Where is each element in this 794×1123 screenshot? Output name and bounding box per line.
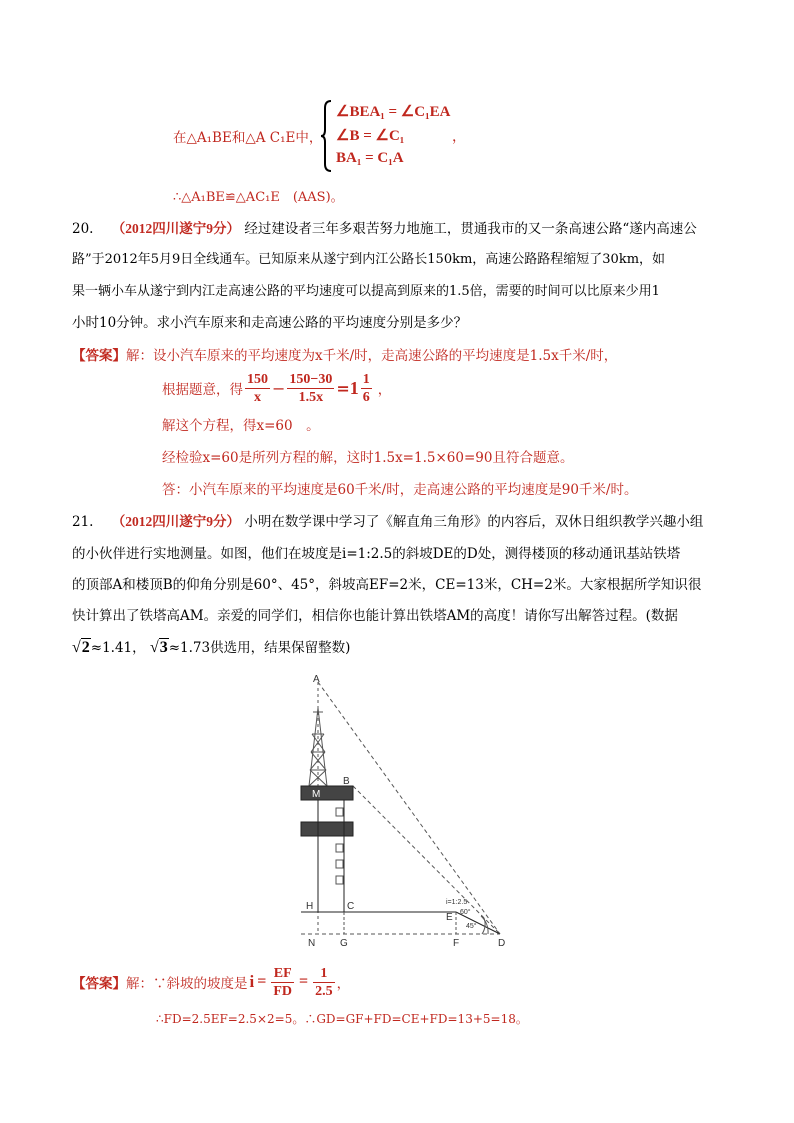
ans-fraction-2-den: 2.5	[315, 983, 333, 999]
eq-whole: 1	[349, 377, 359, 398]
label-a: A	[313, 674, 320, 685]
left-brace-icon	[320, 100, 332, 172]
ans-comma: ，	[336, 976, 351, 992]
building-top-floor	[301, 786, 353, 800]
q21-text-4: 快计算出了铁塔高AM。亲爱的同学们，相信你也能计算出铁塔AM的高度！请你写出解答过程。(数据	[72, 608, 678, 624]
q21-answer-line-2: ∴FD=2.5EF=2.5×2=5。∴GD=GF+FD=CE+FD=13+5=18。	[156, 1012, 528, 1026]
window-1	[336, 808, 343, 816]
eq-minus: −	[272, 378, 286, 398]
sqrt-2: √2	[72, 639, 90, 656]
eq-fraction-3-den: 6	[362, 389, 370, 405]
q21-source: （2012四川遂宁9分）	[111, 514, 241, 529]
system-eq-2: ∠B = ∠C₁	[336, 128, 405, 144]
sqrt-2-value: 2	[81, 639, 90, 656]
ans-fraction-1-num: EF	[271, 965, 294, 983]
approx-2: ≈1.73供选用，结果保留整数)	[168, 640, 351, 656]
q20-line-1	[72, 217, 697, 237]
label-e: E	[446, 912, 453, 923]
q20-check: 经检验x=60是所列方程的解，这时1.5x=1.5×60=90且符合题意。	[162, 450, 574, 466]
q20-solve: 解这个方程，得x=60 。	[162, 418, 320, 434]
eq-fraction-1	[245, 371, 270, 406]
q20-answer-tag: 【答案】	[72, 348, 126, 363]
sqrt-3-value: 3	[159, 639, 168, 656]
label-angle-45: 45°	[466, 923, 477, 930]
eq-prefix: 根据题意，得	[162, 382, 243, 398]
system-eq-1: ∠BEA₁ = ∠C₁EA	[336, 104, 451, 120]
label-n: N	[308, 938, 316, 949]
q20-final: 答：小汽车原来的平均速度是60千米/时，走高速公路的平均速度是90千米/时。	[162, 482, 638, 498]
congruence-conclusion: ∴△A₁BE≌△AC₁E (AAS)。	[173, 190, 344, 205]
label-d: D	[498, 938, 506, 949]
sqrt-3: √3	[149, 639, 168, 656]
label-m: M	[312, 789, 321, 800]
eq-equals: =	[336, 378, 350, 398]
q21-answer-line-1	[72, 962, 350, 1002]
sight-line-a	[318, 682, 500, 934]
eq-fraction-1-num: 150	[247, 371, 268, 387]
label-b: B	[343, 776, 350, 787]
q20-number: 20.	[72, 221, 94, 237]
label-h: H	[306, 901, 314, 912]
q21-answer-prefix: 解：∵斜坡的坡度是	[126, 976, 248, 992]
ans-eq-1: =	[257, 973, 267, 990]
q20-text-2: 路”于2012年5月9日全线通车。已知原来从遂宁到内江公路长150km，高速公路路程缩短了30km，如	[72, 252, 666, 267]
q21-text-2: 的小伙伴进行实地测量。如图，他们在坡度是i=1:2.5的斜坡DE的D处，测得楼顶的移动通讯基站铁塔	[72, 546, 681, 562]
q21-line-1	[72, 510, 703, 530]
window-3	[336, 860, 343, 868]
approx-1: ≈1.41，	[90, 640, 146, 656]
q20-text-4: 小时10分钟。求小汽车原来和走高速公路的平均速度分别是多少？	[72, 315, 468, 331]
eq-fraction-3-num: 1	[362, 371, 370, 387]
q21-text-1: 小明在数学课中学习了《解直角三角形》的内容后，双休日组织教学兴趣小组	[244, 514, 704, 530]
eq-fraction-2	[287, 371, 334, 406]
congruence-intro: 在△A₁BE和△A C₁E中，	[173, 130, 323, 146]
tower-left	[309, 708, 318, 786]
ans-eq-2: =	[299, 973, 309, 990]
q21-text-5	[72, 636, 350, 657]
q20-text-1: 经过建设者三年多艰苦努力地施工，贯通我市的又一条高速公路“遂内高速公	[244, 221, 697, 237]
eq-fraction-3	[361, 371, 372, 406]
ans-fraction-1-den: FD	[273, 983, 293, 999]
tower-right	[318, 708, 327, 786]
label-slope: i=1:2.5	[446, 899, 468, 906]
window-2	[336, 844, 343, 852]
system-eq-3: BA₁ = C₁A	[336, 150, 404, 166]
congruence-system	[320, 100, 460, 172]
eq-fraction-2-den: 1.5x	[298, 389, 324, 405]
eq-fraction-2-num: 150−30	[289, 371, 333, 387]
q21-answer-tag: 【答案】	[72, 976, 126, 991]
ans-fraction-1	[271, 965, 294, 1000]
label-g: G	[340, 938, 348, 949]
q20-answer-line-1	[72, 344, 617, 364]
system-comma: ，	[452, 129, 466, 145]
ans-fraction-2	[313, 965, 335, 1000]
eq-fraction-1-den: x	[254, 389, 261, 405]
building-mid-floor	[301, 822, 353, 836]
q20-source: （2012四川遂宁9分）	[111, 221, 241, 236]
ans-fraction-2-num: 1	[313, 965, 335, 983]
label-angle-60: 60°	[460, 909, 471, 916]
eq-comma: ，	[377, 382, 392, 398]
q21-text-3: 的顶部A和楼顶B的仰角分别是60°、45°，斜坡高EF=2米，CE=13米，CH=2米。大家根据所学知识很	[72, 577, 702, 593]
q21-number: 21.	[72, 514, 94, 530]
q20-answer-text: 解：设小汽车原来的平均速度为x千米/时，走高速公路的平均速度是1.5x千米/时，	[126, 348, 618, 364]
q20-equation	[162, 368, 391, 408]
ans-i: i	[249, 972, 255, 991]
label-f: F	[453, 938, 460, 949]
tower-figure	[296, 672, 510, 952]
q20-text-3: 果一辆小车从遂宁到内江走高速公路的平均速度可以提高到原来的1.5倍，需要的时间可以比原来少用1	[72, 284, 660, 299]
window-4	[336, 876, 343, 884]
label-c: C	[347, 901, 355, 912]
